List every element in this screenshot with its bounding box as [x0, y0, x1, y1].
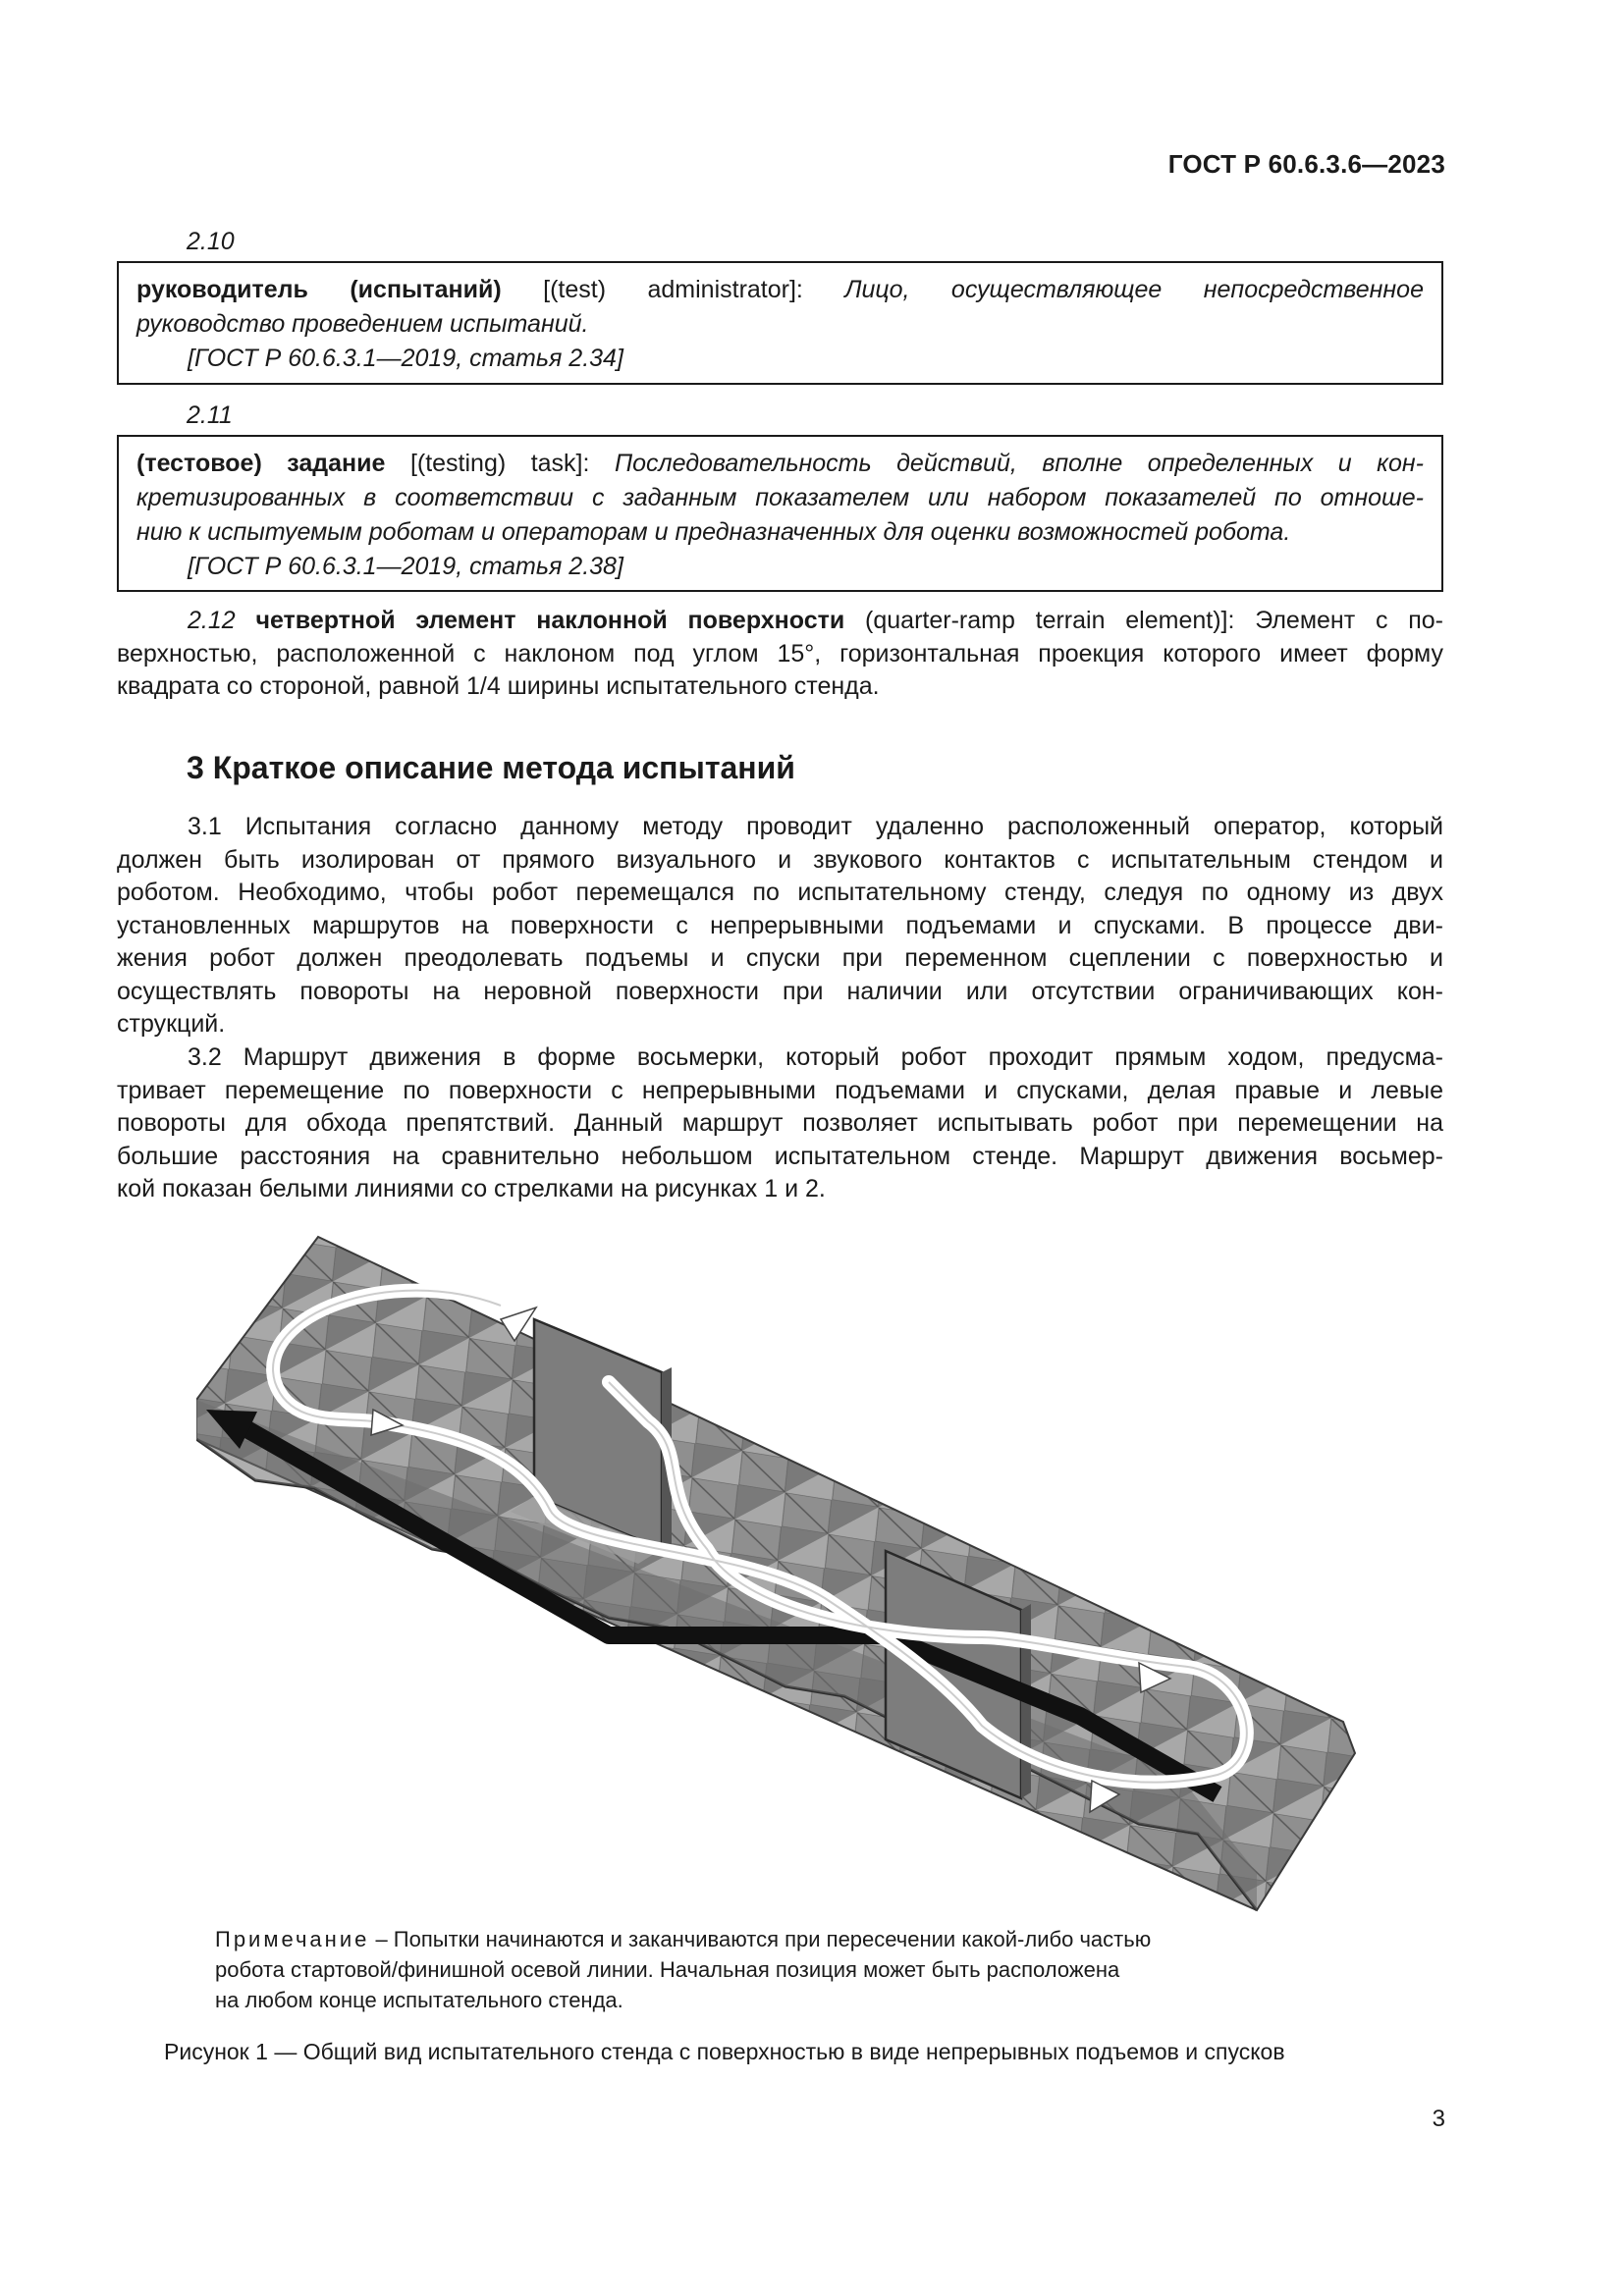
section-title: 3 Краткое описание метода испытаний: [187, 750, 795, 785]
note-line1: [215, 1924, 1151, 1954]
term-2-11-line1: [136, 447, 1424, 481]
p31-line: 3.1 Испытания согласно данному методу проводит удаленно расположенный оператор, который: [188, 813, 1443, 840]
p31-line: роботом. Необходимо, чтобы робот перемещался по испытательному стенду, следуя по одному из двух: [117, 879, 1443, 906]
p31-line: струкций.: [117, 1010, 226, 1038]
term-2-11-def2: кретизированных в соответствии с заданным показателем или набором показателей по отноше-: [136, 484, 1424, 511]
p31-line: должен быть изолирован от прямого визуального и звукового контактов с испытательным стендом и: [117, 845, 1443, 874]
figure-note: [215, 1924, 1151, 2015]
term-number-2-10: 2.10: [187, 228, 235, 255]
term-2-10-def1: Лицо, осуществляющее непосредственное: [844, 276, 1424, 303]
term-2-11-def1: Последовательность действий, вполне определенных и кон-: [614, 450, 1424, 477]
term-2-12-line1-rest: (quarter-ramp terrain element)]: Элемент с по-: [865, 607, 1443, 634]
page-number: 3: [1432, 2106, 1445, 2132]
p32-line: повороты для обхода препятствий. Данный маршрут позволяет испытывать робот при перемещении на: [117, 1109, 1443, 1137]
term-2-10-term: руководитель (испытаний): [136, 276, 502, 303]
p31-line: осуществлять повороты на неровной поверхности при наличии или отсутствии ограничивающих кон-: [117, 977, 1443, 1005]
note-label: Примечание: [215, 1927, 370, 1951]
term-2-12-line1: [117, 605, 1443, 638]
paragraph-3-1: [117, 811, 1443, 1041]
p32-line: большие расстояния на сравнительно небольшом испытательном стенде. Маршрут движения восьмер-: [117, 1142, 1443, 1170]
term-2-11-def3: нию к испытуемым роботам и операторам и предназначенных для оценки возможностей робота.: [136, 518, 1291, 546]
p31-line: установленных маршрутов на поверхности с непрерывными подъемами и спусками. В процессе дви-: [117, 911, 1443, 939]
term-2-10-line1: [136, 273, 1424, 307]
document-code: ГОСТ Р 60.6.3.6—2023: [1167, 149, 1445, 179]
term-2-12-term: четвертной элемент наклонной поверхности: [255, 607, 845, 634]
term-2-12-number: 2.12: [188, 607, 236, 634]
p32-line: кой показан белыми линиями со стрелками на рисунках 1 и 2.: [117, 1175, 826, 1202]
note-line2: робота стартовой/финишной осевой линии. Начальная позиция может быть расположена: [215, 1957, 1120, 1982]
figure-caption: Рисунок 1 — Общий вид испытательного стенда с поверхностью в виде непрерывных подъемов и спусков: [164, 2039, 1285, 2064]
term-2-12-paragraph: [117, 605, 1443, 704]
test-bed-figure: [196, 1225, 1375, 1912]
term-2-10-english: [(test) administrator]:: [543, 276, 803, 303]
term-2-11-english: [(testing) task]:: [409, 450, 590, 477]
term-2-11-source: [ГОСТ Р 60.6.3.1—2019, статья 2.38]: [188, 553, 623, 580]
p31-line: жения робот должен преодолевать подъемы и спуски при переменном сцеплении с поверхностью и: [117, 944, 1443, 972]
p32-line: 3.2 Маршрут движения в форме восьмерки, который робот проходит прямым ходом, предусма-: [188, 1043, 1443, 1071]
note-text1: – Попытки начинаются и заканчиваются при пересечении какой-либо частью: [369, 1927, 1152, 1951]
term-2-12-line2: верхностью, расположенной с наклоном под углом 15°, горизонтальная проекция которого имеет форму: [117, 639, 1443, 667]
p32-line: тривает перемещение по поверхности с непрерывными подъемами и спусками, делая правые и левые: [117, 1076, 1443, 1104]
paragraph-3-2: [117, 1041, 1443, 1206]
term-box-2-11: [117, 435, 1443, 592]
term-2-10-def2: руководство проведением испытаний.: [136, 310, 589, 338]
note-line3: на любом конце испытательного стенда.: [215, 1988, 623, 2012]
term-number-2-11: 2.11: [187, 401, 233, 429]
term-2-11-term: (тестовое) задание: [136, 450, 386, 477]
term-2-12-line3: квадрата со стороной, равной 1/4 ширины испытательного стенда.: [117, 672, 880, 700]
term-2-10-source: [ГОСТ Р 60.6.3.1—2019, статья 2.34]: [188, 345, 623, 372]
term-box-2-10: [117, 261, 1443, 385]
